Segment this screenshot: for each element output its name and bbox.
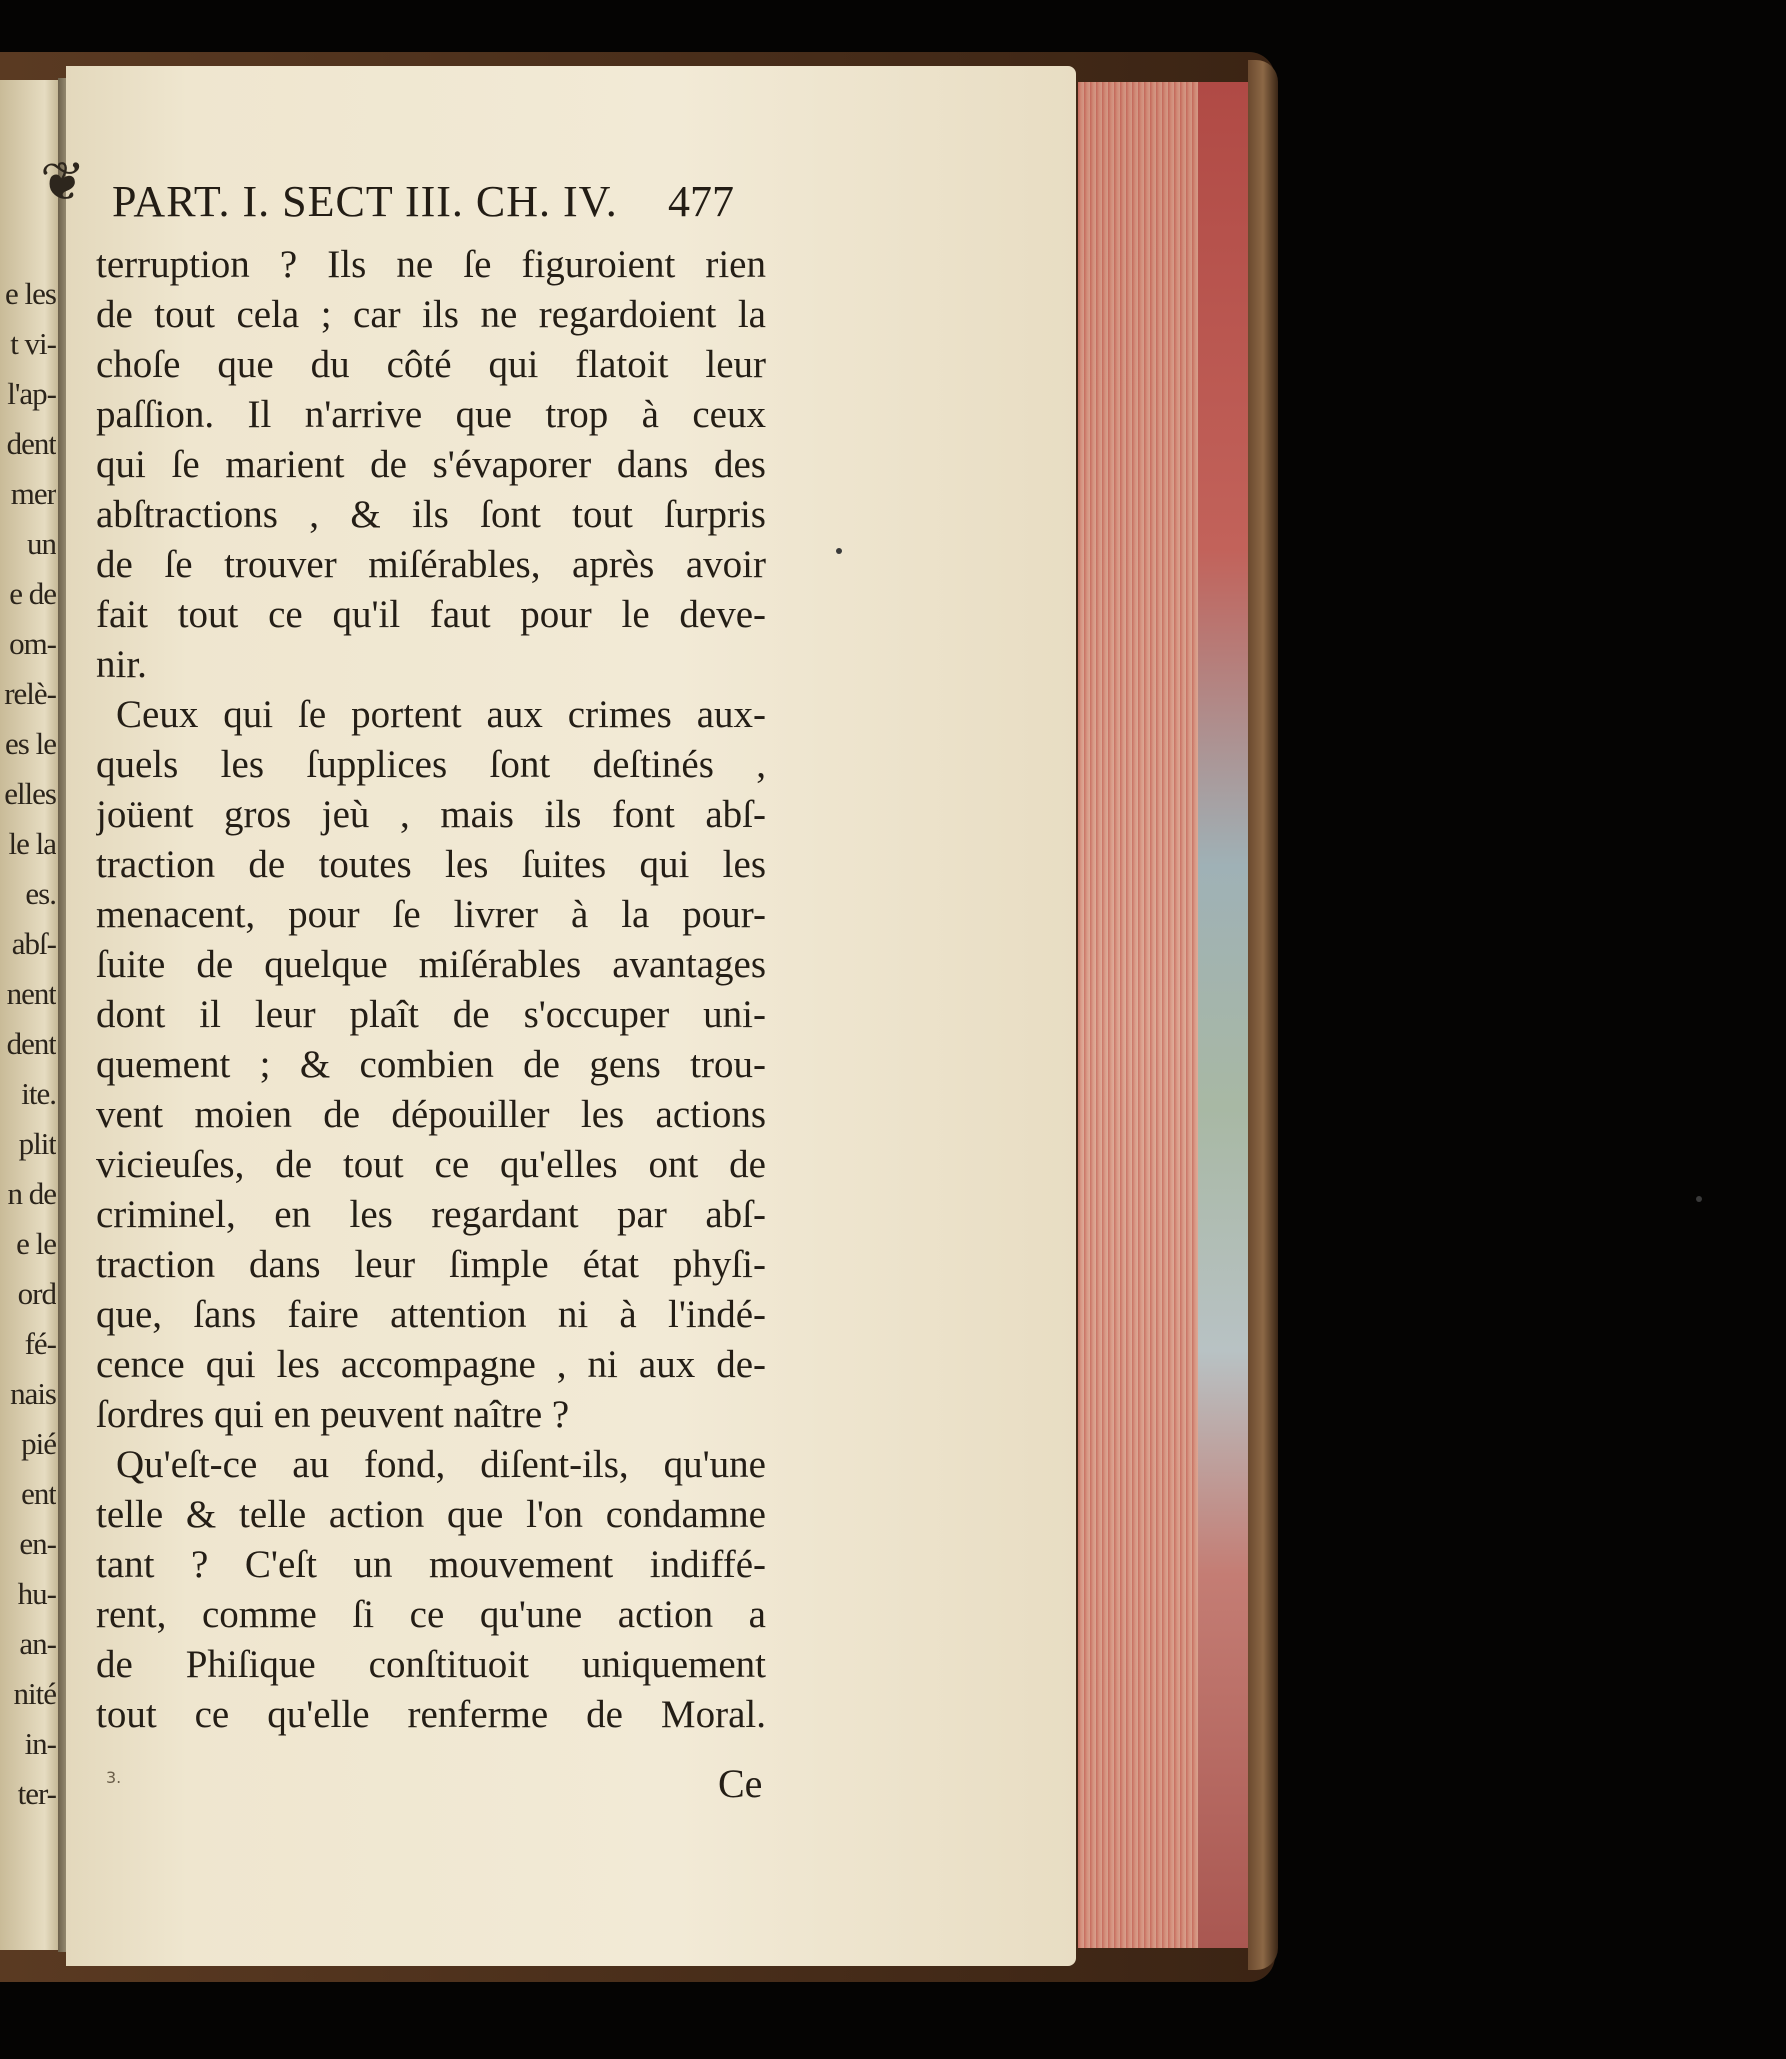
text-line: dont il leur plaît de s'occuper uni- bbox=[96, 993, 766, 1036]
text-line: Qu'eſt-ce au fond, diſent-ils, qu'une bbox=[116, 1443, 766, 1486]
text-line: fait tout ce qu'il faut pour le deve- bbox=[96, 593, 766, 636]
margin-fragment: es le bbox=[5, 726, 56, 761]
margin-fragment: en- bbox=[19, 1526, 56, 1561]
text-line: telle & telle action que l'on condamne bbox=[96, 1493, 766, 1536]
margin-fragment: un bbox=[27, 526, 56, 561]
text-line: menacent, pour ſe livrer à la pour- bbox=[96, 893, 766, 936]
margin-fragment: dent bbox=[6, 1026, 56, 1061]
margin-fragment: om- bbox=[9, 626, 56, 661]
text-line: de Phiſique conſtituoit uniquement bbox=[96, 1643, 766, 1686]
speck bbox=[836, 548, 842, 554]
speck bbox=[1696, 1196, 1702, 1202]
page-number: 477 bbox=[668, 177, 734, 226]
margin-fragment: relè- bbox=[4, 676, 56, 711]
text-line: choſe que du côté qui flatoit leur bbox=[96, 343, 766, 386]
text-line: Ceux qui ſe portent aux crimes aux- bbox=[116, 693, 766, 736]
text-line: ſordres qui en peuvent naître ? bbox=[96, 1393, 570, 1436]
margin-fragment: t vi- bbox=[10, 326, 56, 361]
text-line: de tout cela ; car ils ne regardoient la bbox=[96, 293, 766, 336]
marbled-edge bbox=[1198, 82, 1248, 1948]
cover-edge bbox=[1248, 60, 1278, 1970]
printer-ornament-icon: ❦ bbox=[40, 150, 86, 213]
left-page-edge bbox=[0, 80, 64, 1950]
text-line: ſuite de quelque miſérables avantages bbox=[96, 943, 766, 986]
text-line: tout ce qu'elle renferme de Moral. bbox=[96, 1693, 766, 1736]
margin-fragment: e le bbox=[16, 1226, 56, 1261]
signature-mark: 3. bbox=[106, 1768, 122, 1787]
margin-fragment: plit bbox=[18, 1126, 56, 1161]
text-line: cence qui les accompagne , ni aux de- bbox=[96, 1343, 766, 1386]
text-line: que, ſans faire attention ni à l'indé- bbox=[96, 1293, 766, 1336]
text-line: traction de toutes les ſuites qui les bbox=[96, 843, 766, 886]
margin-fragment: e les bbox=[5, 276, 56, 311]
text-line: quement ; & combien de gens trou- bbox=[96, 1043, 766, 1086]
margin-fragment: ter- bbox=[17, 1776, 56, 1811]
margin-fragment: elles bbox=[4, 776, 56, 811]
margin-fragment: mer bbox=[10, 476, 56, 511]
margin-fragment: hu- bbox=[17, 1576, 56, 1611]
margin-fragment: an- bbox=[19, 1626, 56, 1661]
margin-fragment: nité bbox=[13, 1676, 56, 1711]
running-head: PART. I. SECT III. CH. IV. bbox=[112, 177, 618, 226]
margin-fragment: e de bbox=[9, 576, 56, 611]
text-line: paſſion. Il n'arrive que trop à ceux bbox=[96, 393, 766, 436]
margin-fragment: ent bbox=[21, 1476, 56, 1511]
margin-fragment: ord bbox=[17, 1276, 56, 1311]
margin-fragment: nent bbox=[6, 976, 56, 1011]
text-line: qui ſe marient de s'évaporer dans des bbox=[96, 443, 766, 486]
margin-fragment: es. bbox=[25, 876, 56, 911]
catchword: Ce bbox=[718, 1761, 763, 1806]
text-line: terruption ? Ils ne ſe figuroient rien bbox=[96, 243, 766, 286]
text-line: tant ? C'eſt un mouvement indiffé- bbox=[96, 1543, 766, 1586]
text-line: rent, comme ſi ce qu'une action a bbox=[96, 1593, 766, 1636]
text-line: de ſe trouver miſérables, après avoir bbox=[96, 543, 766, 586]
text-line: traction dans leur ſimple état phyſi- bbox=[96, 1243, 766, 1286]
margin-fragment: in- bbox=[24, 1726, 56, 1761]
margin-fragment: l'ap- bbox=[7, 376, 56, 411]
body-text bbox=[96, 240, 766, 1740]
text-line: criminel, en les regardant par abſ- bbox=[96, 1193, 766, 1236]
text-line: joüent gros jeù , mais ils font abſ- bbox=[96, 793, 766, 836]
margin-fragment: pié bbox=[21, 1426, 56, 1461]
margin-fragment: nais bbox=[10, 1376, 56, 1411]
margin-fragment: abſ- bbox=[11, 926, 56, 961]
margin-fragment: fé- bbox=[24, 1326, 56, 1361]
margin-fragment: ite. bbox=[21, 1076, 56, 1111]
text-line: vicieuſes, de tout ce qu'elles ont de bbox=[96, 1143, 766, 1186]
text-line: abſtractions , & ils ſont tout ſurpris bbox=[96, 493, 766, 536]
page-edges bbox=[1078, 82, 1198, 1948]
text-line: quels les ſupplices ſont deſtinés , bbox=[96, 743, 766, 786]
margin-fragment: n de bbox=[7, 1176, 56, 1211]
text-line: nir. bbox=[96, 643, 147, 686]
margin-fragment: le la bbox=[8, 826, 56, 861]
text-line: vent moien de dépouiller les actions bbox=[96, 1093, 766, 1136]
margin-fragment: dent bbox=[6, 426, 56, 461]
